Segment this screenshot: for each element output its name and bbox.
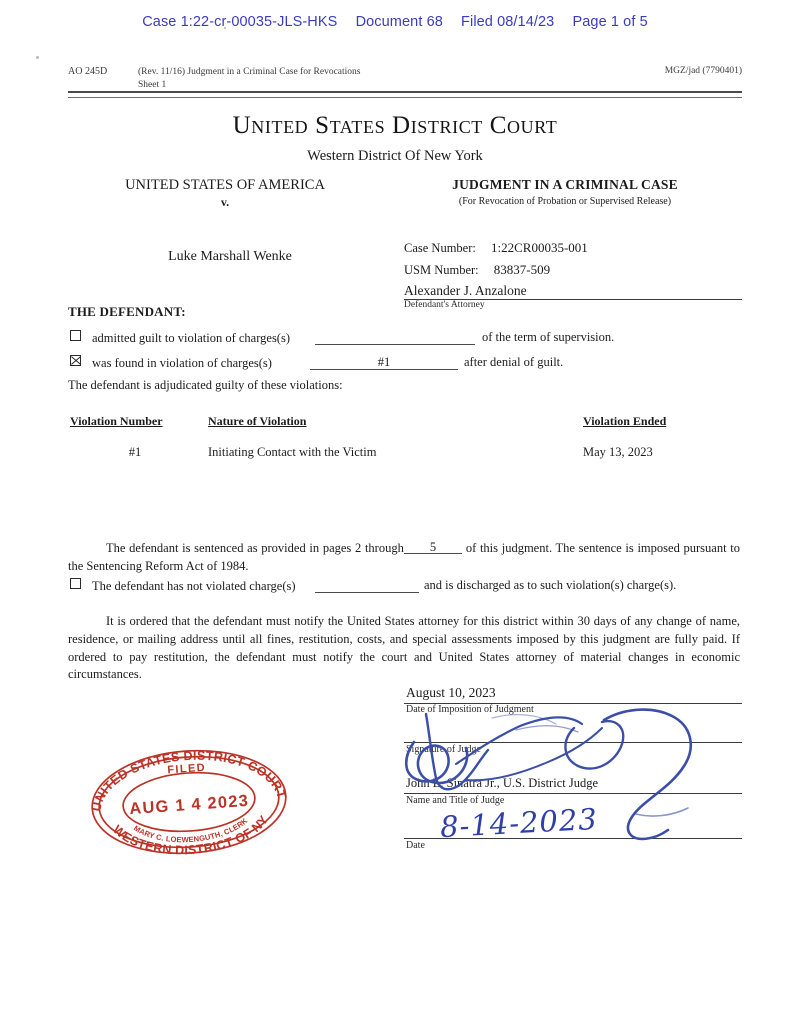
not-violated-row[interactable] xyxy=(70,578,296,594)
not-violated-blank-rule xyxy=(315,592,419,593)
defendant-heading: THE DEFENDANT: xyxy=(68,304,186,319)
pages-blank-value[interactable]: 5 xyxy=(429,540,437,554)
violation-row-number: #1 xyxy=(128,445,142,459)
violations-header-nature: Nature of Violation xyxy=(208,414,307,428)
not-violated-label: The defendant has not violated charge(s) xyxy=(92,579,296,593)
ecf-filed-date: Filed 08/14/23 xyxy=(461,14,555,30)
admitted-guilt-row[interactable] xyxy=(70,330,290,346)
signature-caption: Signature of Judge xyxy=(406,744,481,755)
header-divider xyxy=(68,91,742,98)
notification-paragraph xyxy=(68,613,740,684)
defendant-attorney-caption: Defendant's Attorney xyxy=(404,300,485,310)
form-sheet: Sheet 1 xyxy=(138,79,167,90)
violations-header-ended: Violation Ended xyxy=(583,414,667,428)
admitted-guilt-checkbox[interactable] xyxy=(70,330,81,341)
admitted-guilt-tail: of the term of supervision. xyxy=(482,330,615,344)
ecf-page-number: Page 1 of 5 xyxy=(572,14,648,30)
case-number-label: Case Number: xyxy=(404,241,476,255)
form-reference: MGZ/jad (7790401) xyxy=(664,66,742,76)
sentence-paragraph-part1: The defendant is sentenced as provided in pages 2 through xyxy=(106,541,404,555)
court-district: Western District Of New York xyxy=(307,148,483,164)
stamp-top-text: UNITED STATES DISTRICT COURT xyxy=(89,748,289,813)
signature-rule xyxy=(404,742,742,743)
stamp-filed-text: FILED xyxy=(166,761,207,777)
usm-number-value: 83837-509 xyxy=(493,262,551,277)
found-in-violation-checkbox[interactable] xyxy=(70,355,81,366)
date-caption: Date xyxy=(406,840,425,851)
violation-row-ended: May 13, 2023 xyxy=(583,445,653,459)
form-code: AO 245D xyxy=(68,66,108,77)
admitted-guilt-label: admitted guilt to violation of charges(s) xyxy=(92,331,290,345)
judgment-title: JUDGMENT IN A CRIMINAL CASE xyxy=(452,177,678,192)
case-number-value: 1:22CR00035-001 xyxy=(490,240,588,255)
defendant-name: Luke Marshall Wenke xyxy=(168,249,292,264)
stamp-clerk-text: MARY C. LOEWENGUTH, CLERK xyxy=(132,816,250,845)
ecf-case-number: Case 1:22-cr-00035-JLS-HKS xyxy=(142,14,338,30)
not-violated-checkbox[interactable] xyxy=(70,578,81,589)
court-title: United States District Court xyxy=(232,112,558,139)
imposition-date-value: August 10, 2023 xyxy=(406,685,496,700)
judgment-subtitle: (For Revocation of Probation or Supervised Release) xyxy=(458,196,672,207)
admitted-guilt-blank-rule xyxy=(315,344,475,345)
stamp-date-text: AUG 1 4 2023 xyxy=(128,791,250,819)
filed-stamp-seal xyxy=(82,741,295,863)
adjudicated-guilty-text: The defendant is adjudicated guilty of these violations: xyxy=(68,378,343,392)
violation-row-nature: Initiating Contact with the Victim xyxy=(208,445,377,459)
found-in-violation-blank-value[interactable]: #1 xyxy=(377,355,391,369)
plaintiff-name: UNITED STATES OF AMERICA xyxy=(125,177,325,193)
imposition-date-caption: Date of Imposition of Judgment xyxy=(406,704,534,715)
form-description-block xyxy=(138,66,361,92)
judge-name-value: John L. Sinatra Jr., U.S. District Judge xyxy=(406,776,599,790)
found-in-violation-row[interactable] xyxy=(70,355,272,371)
form-description: (Rev. 11/16) Judgment in a Criminal Case for Revocations xyxy=(138,67,361,77)
versus-label: v. xyxy=(220,195,230,209)
not-violated-tail: and is discharged as to such violation(s) charge(s). xyxy=(424,578,677,592)
stamp-bottom-text: WESTERN DISTRICT OF NY xyxy=(110,812,272,858)
found-in-violation-tail: after denial of guilt. xyxy=(464,355,564,369)
judge-name-caption: Name and Title of Judge xyxy=(406,795,505,806)
violations-header-number: Violation Number xyxy=(70,414,163,428)
judge-name-rule xyxy=(404,793,742,794)
sentence-paragraph-part2: of this judgment. The sentence is imposed pursuant to the Sentencing Reform Act of 1984. xyxy=(68,541,740,573)
notification-paragraph-text: It is ordered that the defendant must notify the United States attorney for this district within 30 days of any change of name, residence, or mailing address until all fines, restitution, costs, and special assessments imposed by this judgment are fully paid. If ordered to pay restitution, the defendant must notify the court and United States attorney of material changes in economic circumstances. xyxy=(68,614,740,682)
ecf-document-number: Document 68 xyxy=(355,14,443,30)
defendant-attorney-name: Alexander J. Anzalone xyxy=(404,283,527,298)
case-number-field xyxy=(404,240,588,256)
found-in-violation-label: was found in violation of charges(s) xyxy=(92,356,272,370)
usm-number-field xyxy=(404,262,550,278)
usm-number-label: USM Number: xyxy=(404,263,479,277)
ecf-header-stamp xyxy=(0,14,790,30)
handwritten-date: 8-14-2023 xyxy=(439,801,599,845)
scan-speck xyxy=(36,56,39,59)
